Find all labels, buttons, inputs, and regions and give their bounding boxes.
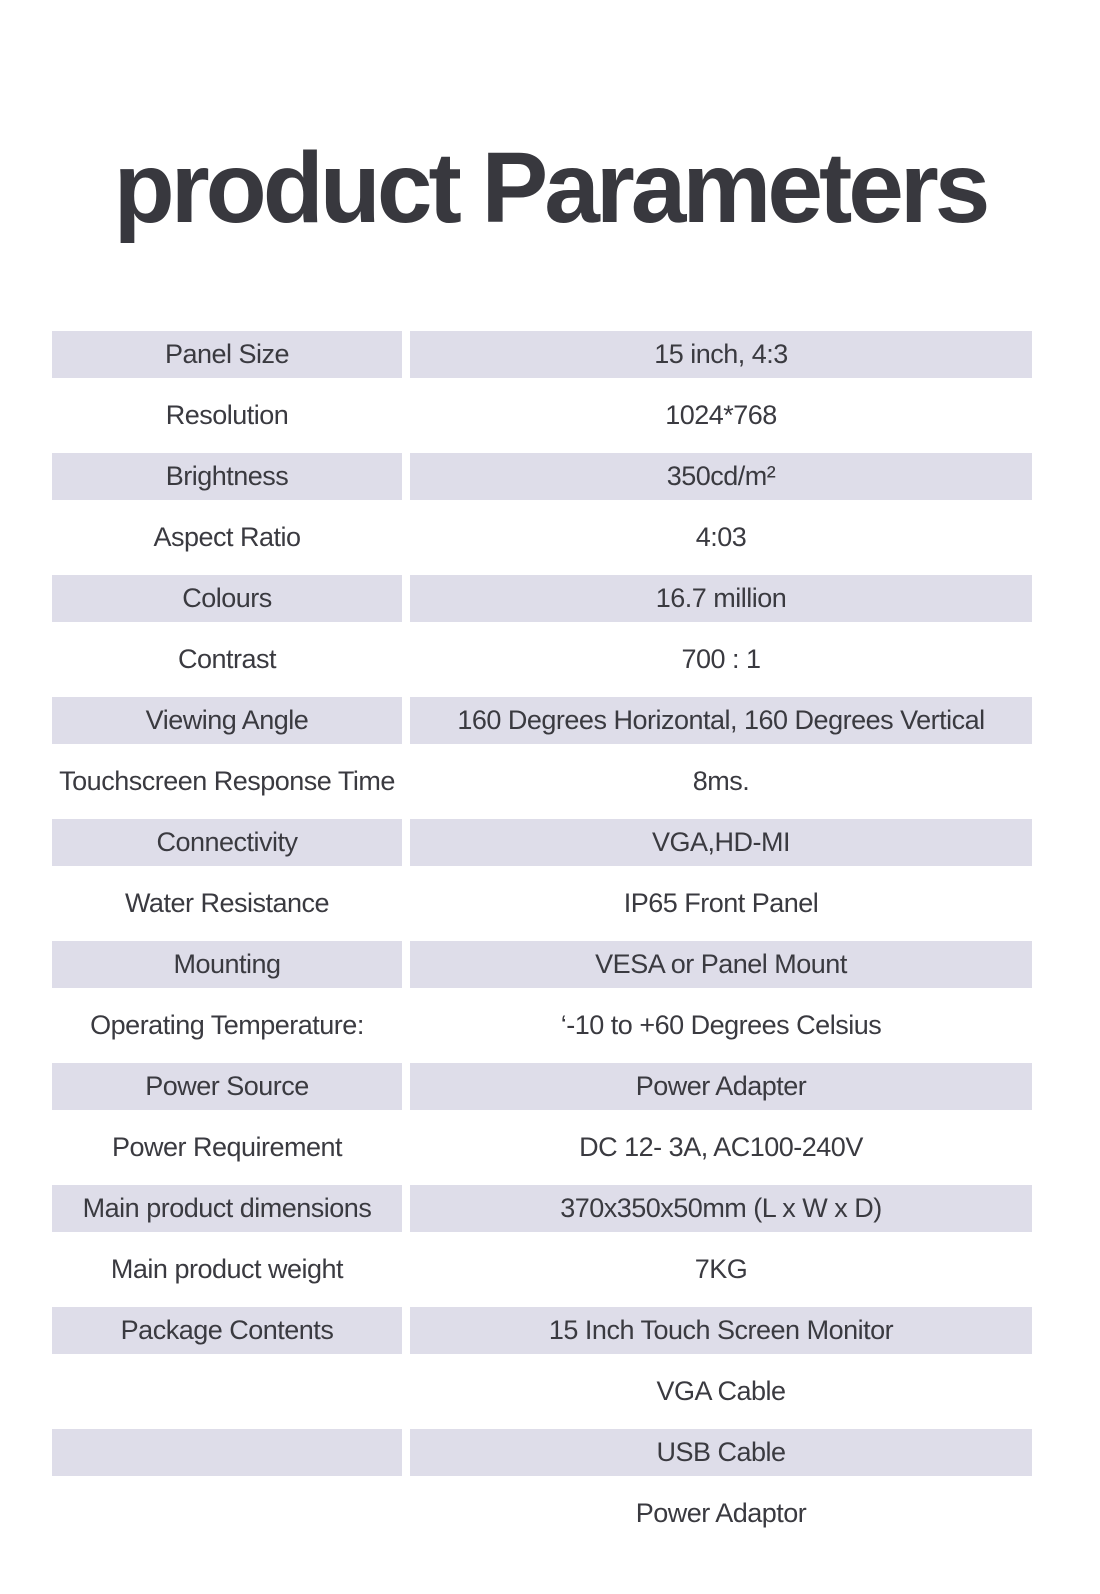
parameter-label <box>42 1368 412 1415</box>
table-row <box>0 1245 1100 1306</box>
table-row <box>0 879 1100 940</box>
table-row <box>0 757 1100 818</box>
table-row <box>0 635 1100 696</box>
parameter-value: IP65 Front Panel <box>623 888 819 918</box>
table-row <box>0 1062 1100 1123</box>
parameter-label: Power Source <box>52 1063 402 1110</box>
parameter-label: Operating Temperature: <box>90 1010 364 1040</box>
parameter-label: Panel Size <box>52 331 402 378</box>
table-row <box>0 391 1100 452</box>
parameter-label: Connectivity <box>52 819 402 866</box>
parameter-label: Viewing Angle <box>52 697 402 744</box>
parameter-value: 15 inch, 4:3 <box>410 331 1032 378</box>
table-row <box>0 1367 1100 1428</box>
parameter-label: Aspect Ratio <box>153 522 301 552</box>
parameter-value: 370x350x50mm (L x W x D) <box>410 1185 1032 1232</box>
table-row <box>0 1428 1100 1489</box>
parameter-value: VGA,HD-MI <box>410 819 1032 866</box>
parameter-label <box>42 1490 412 1537</box>
table-row <box>0 1306 1100 1367</box>
parameter-value: 7KG <box>694 1254 748 1284</box>
parameters-table <box>0 330 1100 1550</box>
parameter-label: Contrast <box>177 644 277 674</box>
parameter-value: 4:03 <box>695 522 747 552</box>
parameter-label: Main product dimensions <box>52 1185 402 1232</box>
parameter-value: 8ms. <box>692 766 750 796</box>
parameter-label: Package Contents <box>52 1307 402 1354</box>
parameter-value: 16.7 million <box>410 575 1032 622</box>
table-row <box>0 940 1100 1001</box>
parameter-label: Colours <box>52 575 402 622</box>
parameter-label: Brightness <box>52 453 402 500</box>
table-row <box>0 1184 1100 1245</box>
parameter-value: DC 12- 3A, AC100-240V <box>579 1132 863 1162</box>
parameter-label: Main product weight <box>110 1254 344 1284</box>
parameter-value: 15 Inch Touch Screen Monitor <box>410 1307 1032 1354</box>
parameter-value: 700 : 1 <box>681 644 761 674</box>
parameter-value: USB Cable <box>410 1429 1032 1476</box>
parameter-value: Power Adapter <box>410 1063 1032 1110</box>
parameter-value: VESA or Panel Mount <box>410 941 1032 988</box>
table-row <box>0 818 1100 879</box>
parameter-label: Resolution <box>165 400 289 430</box>
parameter-label: Mounting <box>52 941 402 988</box>
parameter-value: 350cd/m² <box>410 453 1032 500</box>
parameter-value: 160 Degrees Horizontal, 160 Degrees Vertical <box>410 697 1032 744</box>
parameter-label <box>52 1429 402 1476</box>
parameter-label: Water Resistance <box>124 888 330 918</box>
table-row <box>0 452 1100 513</box>
table-row <box>0 574 1100 635</box>
parameter-label: Power Requirement <box>111 1132 343 1162</box>
page-title: product Parameters <box>113 132 987 244</box>
table-row <box>0 696 1100 757</box>
table-row <box>0 513 1100 574</box>
table-row <box>0 1489 1100 1550</box>
parameter-value: ‘-10 to +60 Degrees Celsius <box>560 1010 882 1040</box>
parameter-value: VGA Cable <box>656 1376 786 1406</box>
parameter-value: Power Adaptor <box>635 1498 807 1528</box>
parameter-value: 1024*768 <box>665 400 777 430</box>
table-row <box>0 1123 1100 1184</box>
table-row <box>0 330 1100 391</box>
table-row <box>0 1001 1100 1062</box>
parameter-label: Touchscreen Response Time <box>59 766 395 796</box>
